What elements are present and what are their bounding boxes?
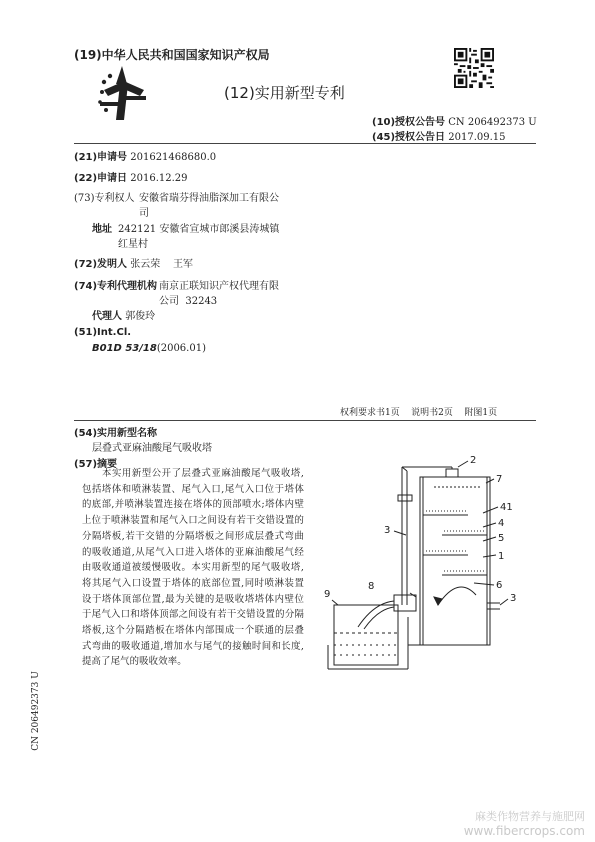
app-no: 201621468680.0 — [130, 152, 217, 163]
address-line-2: 红星村 — [118, 239, 148, 250]
filing-date: 2016.12.29 — [130, 173, 188, 184]
filing-label: (22)申请日 — [74, 173, 128, 184]
pub-date: 2017.09.15 — [448, 132, 506, 143]
abstract-text: 本实用新型公开了层叠式亚麻油酸尾气吸收塔,包括塔体和喷淋装置、尾气入口,尾气入口位于塔体的底部,并喷淋装置连接在塔体的顶部喷水;塔体内壁上位于喷淋装置和尾气入口之间设有若干交错设置的分隔塔板,若干交错的分隔塔板之间形成层叠式弯曲的吸收通道,从尾气入口进入塔体的亚麻油酸尾气经由吸收通道被缓慢吸收。本实用新型的尾气吸收塔,将其尾气入口设置于塔体的底部位置,同时喷淋装置设于塔体顶部位置,最为关键的是吸收塔塔体内壁位于尾气入口和塔体顶部之间设有若干交错设置的分隔塔板,这个分隔踏板在塔体内部围成一个联通的层叠式弯曲的吸收通道,增加水与尾气的接触时间和长度,提高了尾气的吸收效率。 — [82, 468, 304, 668]
inventors: 张云荣 王军 — [130, 259, 193, 270]
pub-no-row — [372, 113, 537, 128]
sipo-logo-icon — [92, 62, 154, 124]
side-pub-code: CN 206492373 U — [30, 671, 41, 751]
patentee-line-1: 安徽省瑞芬得油脂深加工有限公 — [139, 193, 279, 204]
section-rule — [74, 420, 536, 421]
watermark-line-1: 麻类作物营养与施肥网 — [475, 810, 585, 823]
agent: 郭俊玲 — [125, 311, 156, 322]
intcl-year: (2006.01) — [156, 343, 206, 354]
figure-label-1: 1 — [498, 551, 505, 562]
agent-label: 代理人 — [92, 311, 122, 322]
office-name: (19)中华人民共和国国家知识产权局 — [74, 48, 270, 62]
address-line-1: 242121 安徽省宣城市郎溪县涛城镇 — [118, 224, 280, 235]
utility-title: 层叠式亚麻油酸尾气吸收塔 — [92, 443, 212, 454]
pub-no-label: (10)授权公告号 — [372, 117, 446, 128]
agency-label: (74)专利代理机构 — [74, 281, 158, 292]
tower-body — [420, 477, 490, 645]
figure-label-8: 8 — [368, 581, 375, 592]
patentee-label: (73)专利权人 — [74, 193, 135, 204]
intcl-label: (51)Int.Cl. — [74, 327, 132, 338]
figure-label-5: 5 — [498, 533, 505, 544]
abstract-label: (57)摘要 — [74, 459, 118, 470]
app-no-label: (21)申请号 — [74, 152, 128, 163]
qr-code-icon — [454, 48, 494, 88]
title-label: (54)实用新型名称 — [74, 428, 158, 439]
intcl-code: B01D 53/18 — [92, 343, 157, 354]
pages-info: 权利要求书1页 说明书2页 附图1页 — [340, 408, 498, 418]
absorption-tower-figure — [318, 455, 528, 675]
figure-label-2: 2 — [470, 455, 477, 466]
figure-label-3b: 3 — [510, 593, 517, 604]
figure-label-3a: 3 — [384, 525, 391, 536]
app-no-row — [74, 148, 216, 163]
pub-date-label: (45)授权公告日 — [372, 132, 446, 143]
inventor-row — [74, 255, 193, 270]
address-label: 地址 — [92, 224, 112, 235]
figure-label-4: 4 — [498, 518, 505, 529]
patentee-line-2: 司 — [139, 208, 149, 219]
figure-label-9: 9 — [324, 589, 331, 600]
figure-label-7: 7 — [496, 474, 503, 485]
filing-row — [74, 169, 188, 184]
pub-no: CN 206492373 U — [448, 117, 537, 128]
doc-type: (12)实用新型专利 — [224, 84, 345, 102]
intcl-row — [92, 343, 206, 354]
figure-label-41: 41 — [500, 502, 513, 513]
inventor-label: (72)发明人 — [74, 259, 128, 270]
header-rule — [74, 143, 536, 144]
agency-line-2: 公司 32243 — [159, 296, 218, 307]
watermark-line-2: www.fibercrops.com — [463, 824, 585, 838]
pub-date-row — [372, 128, 506, 143]
agency-line-1: 南京正联知识产权代理有限 — [159, 281, 279, 292]
figure-label-6: 6 — [496, 580, 503, 591]
agent-row — [92, 307, 155, 322]
